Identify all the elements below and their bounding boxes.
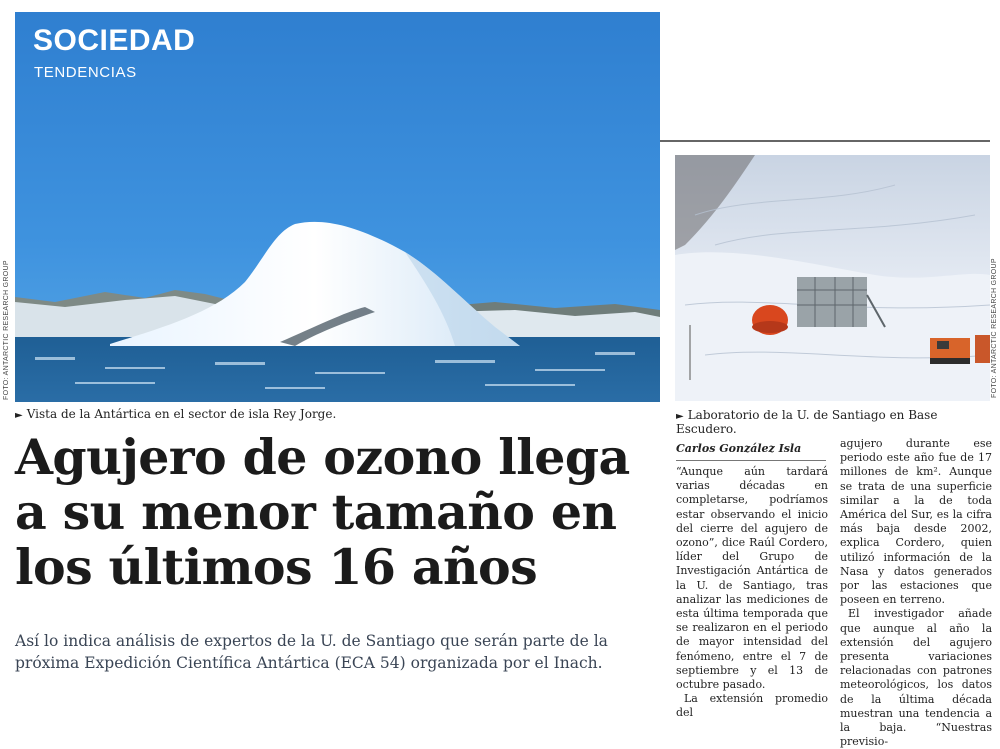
body-paragraph: agujero durante ese periodo este año fue de 17 millones de km². Aunque se trata de una superficie similar a la de toda América del Sur, es la cifra más baja desde 2002, explica Cordero, quien utilizó información de la Nasa y datos generados por las estaciones que poseen en terreno. [840, 437, 992, 607]
body-column-1 [676, 465, 828, 721]
body-paragraph: “Aunque aún tardará varias décadas en completarse, podríamos estar observando el inicio del cierre del agujero de ozono”, dice Raúl Cordero, líder del Grupo de Investigación Antártica de la U. de Santiago, tras analizar las mediciones de esta última temporada que se realizaron en el periodo de mayor intensidad del fenómeno, entre el 7 de septiembre y el 13 de octubre pasado. [676, 465, 828, 692]
side-photo-rule [660, 140, 990, 142]
side-caption-text: Laboratorio de la U. de Santiago en Base Escudero. [676, 408, 938, 436]
body-paragraph: El investigador añade que aunque al año la extensión del agujero presenta variaciones relacionadas con patrones meteorológicos, los datos de la última década muestran una tendencia a la baja. “Nuestras previsio- [840, 607, 992, 749]
article-lead: Así lo indica análisis de expertos de la U. de Santiago que serán parte de la próxima Expedición Científica Antártica (ECA 54) organizada por el Inach. [15, 632, 608, 672]
side-photo [675, 155, 990, 401]
article-headline: Agujero de ozono llega a su menor tamaño en los últimos 16 años [15, 428, 630, 596]
main-photo-caption [15, 407, 336, 421]
caption-marker-icon: ► [676, 411, 684, 422]
article-byline: Carlos González Isla [676, 442, 802, 455]
caption-marker-icon: ► [15, 410, 23, 421]
byline-rule [676, 460, 826, 461]
side-photo-credit: FOTO: ANTARCTIC RESEARCH GROUP [991, 258, 998, 398]
section-title: SOCIEDAD [33, 24, 196, 57]
section-subtitle: TENDENCIAS [34, 64, 137, 81]
main-caption-text: Vista de la Antártica en el sector de isla Rey Jorge. [26, 407, 337, 421]
body-column-2 [840, 437, 992, 749]
side-photo-caption [676, 408, 1000, 436]
main-photo-credit: FOTO: ANTARCTIC RESEARCH GROUP [3, 260, 10, 400]
body-paragraph: La extensión promedio del [676, 692, 828, 720]
base-escudero-illustration [675, 155, 990, 401]
